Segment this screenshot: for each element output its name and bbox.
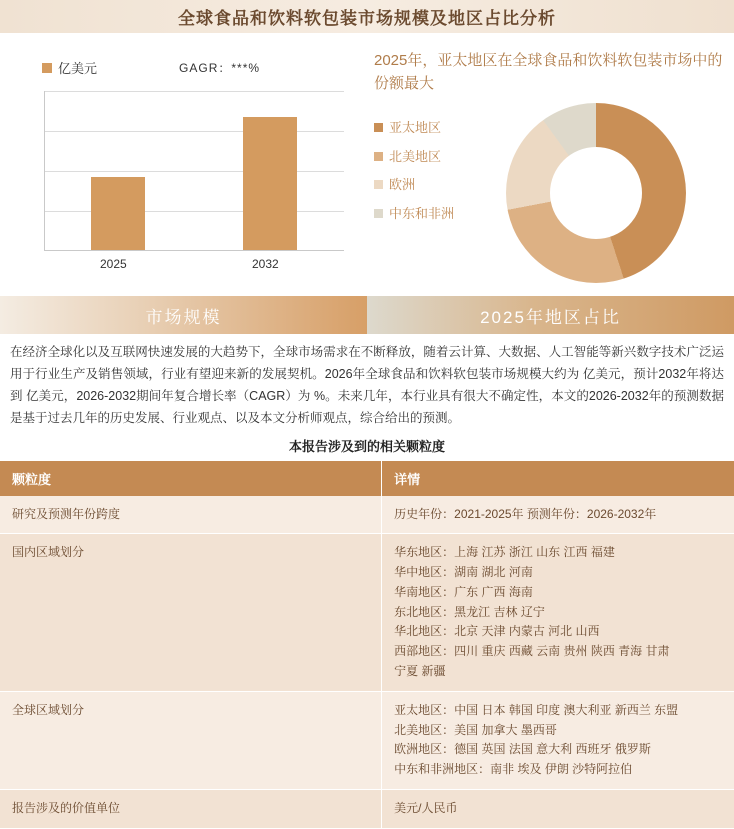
table-header-granularity: 颗粒度 (0, 461, 382, 496)
row-name: 国内区域划分 (0, 534, 382, 692)
bar-2032 (243, 117, 297, 250)
gridline (45, 131, 344, 132)
legend-item (374, 205, 488, 223)
legend-swatch-icon (42, 63, 52, 73)
summary-paragraph: 在经济全球化以及互联网快速发展的大趋势下，全球市场需求在不断释放，随着云计算、大数据、人工智能等新兴数字技术广泛运用于行业生产及销售领域，行业有望迎来新的发展契机。2026年全球食品和饮料软包装市场规模大约为 亿美元，预计2032年将达到 亿美元，2026-2032期间年复合增长率（CAGR）为 %。未来几年，本行业具有很大不确定性，本文的2026-2032年的预测数据是基于过去几年的历史发展、行业观点、以及本文分析师观点，综合给出的预测。 (10, 345, 724, 425)
legend-swatch-icon (374, 123, 383, 132)
table-row (0, 691, 734, 789)
row-details (382, 691, 734, 789)
page-header (0, 0, 734, 34)
legend-swatch-icon (374, 209, 383, 218)
gridline (45, 91, 344, 92)
detail-line: 西部地区：四川 重庆 西藏 云南 贵州 陕西 青海 甘肃 (394, 644, 670, 659)
table-header-row (0, 461, 734, 496)
detail-line: 华北地区：北京 天津 内蒙古 河北 山西 (394, 624, 600, 639)
tab-label: 2025年地区占比 (480, 307, 621, 327)
detail-line: 华南地区：广东 广西 海南 (394, 584, 533, 599)
donut-hole (550, 147, 642, 239)
bar-chart (0, 42, 360, 296)
gridline (45, 171, 344, 172)
legend-swatch-icon (374, 180, 383, 189)
table-row (0, 534, 734, 692)
bar-chart-legend (42, 58, 350, 77)
detail-line: 欧洲地区：德国 英国 法国 意大利 西班牙 俄罗斯 (394, 742, 651, 757)
detail-line: 亚太地区：中国 日本 韩国 印度 澳大利亚 新西兰 东盟 (394, 702, 679, 717)
granularity-table (0, 461, 734, 829)
row-details (382, 534, 734, 692)
detail-line: 东北地区：黑龙江 吉林 辽宁 (394, 604, 545, 619)
gridline (45, 211, 344, 212)
table-row (0, 790, 734, 829)
legend-item (374, 176, 488, 194)
donut-legend (368, 103, 488, 233)
bar-x-axis (44, 257, 344, 275)
detail-line: 中东和非洲地区：南非 埃及 伊朗 沙特阿拉伯 (394, 762, 633, 777)
table-header-details: 详情 (382, 461, 734, 496)
tab-label: 市场规模 (145, 307, 222, 327)
row-details (382, 790, 734, 829)
bar-plot-area (44, 91, 344, 251)
table-title: 本报告涉及到的相关颗粒度 (288, 438, 445, 454)
x-tick-label: 2032 (252, 257, 279, 271)
table-row (0, 496, 734, 534)
detail-line: 美元/人民币 (394, 801, 458, 816)
legend-item-label: 欧洲 (389, 177, 416, 193)
bar-2025 (91, 177, 145, 250)
detail-line: 华中地区：湖南 湖北 河南 (394, 565, 533, 580)
tab-market-size[interactable] (0, 296, 367, 334)
cagr-annotation: GAGR：***% (179, 61, 261, 75)
charts-section (0, 34, 734, 296)
row-name: 研究及预测年份跨度 (0, 496, 382, 534)
legend-item-label: 北美地区 (389, 148, 442, 164)
row-name: 全球区域划分 (0, 691, 382, 789)
row-details (382, 496, 734, 534)
bar-legend-label: 亿美元 (58, 61, 98, 76)
detail-line: 华东地区：上海 江苏 浙江 山东 江西 福建 (394, 545, 615, 560)
legend-item-label: 亚太地区 (389, 120, 442, 135)
legend-item (374, 119, 488, 137)
legend-item-label: 中东和非洲 (389, 205, 455, 221)
donut-graphic (506, 103, 686, 283)
section-tabs (0, 296, 734, 334)
legend-item (374, 148, 488, 166)
detail-line: 宁夏 新疆 (394, 664, 446, 679)
detail-line: 北美地区：美国 加拿大 墨西哥 (394, 722, 557, 737)
donut-chart (360, 42, 734, 296)
tab-regional-share[interactable] (367, 296, 734, 334)
row-name: 报告涉及的价值单位 (0, 790, 382, 829)
page-title: 全球食品和饮料软包装市场规模及地区占比分析 (178, 9, 556, 28)
donut-chart-title: 2025年，亚太地区在全球食品和饮料软包装市场中的份额最大 (374, 52, 723, 92)
legend-swatch-icon (374, 152, 383, 161)
x-tick-label: 2025 (100, 257, 127, 271)
detail-line: 历史年份：2021-2025年 预测年份：2026-2032年 (394, 506, 657, 521)
